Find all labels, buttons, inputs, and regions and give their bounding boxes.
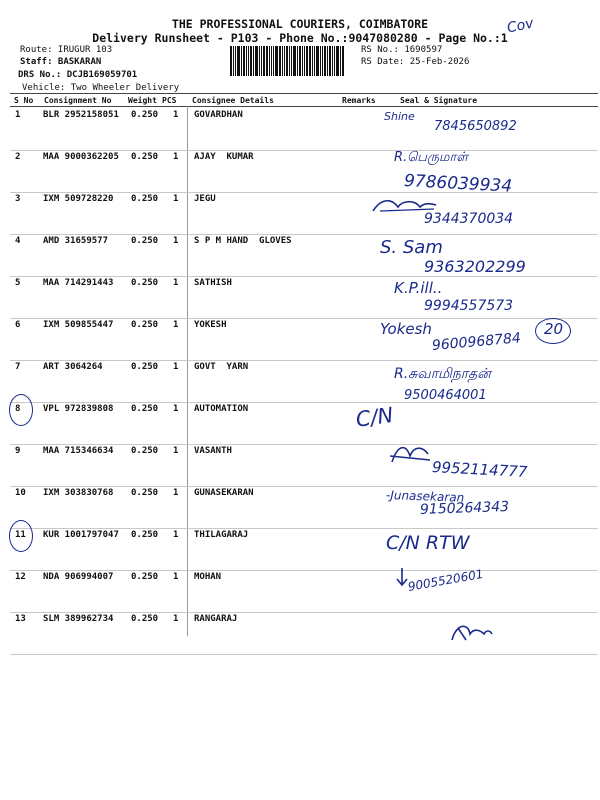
corner-handwritten-mark: Cov	[505, 15, 536, 37]
row-consignee: SATHISH	[194, 278, 232, 288]
row-weight: 0.250	[131, 110, 159, 120]
handwritten-phone-12: 9005520601	[406, 566, 485, 594]
row-consignee: GUNASEKARAN	[194, 488, 254, 498]
row-divider	[10, 234, 598, 235]
handwritten-signature-5: K.P.ill..	[394, 279, 443, 297]
handwritten-signature-1: Shine	[384, 110, 415, 123]
header-top-rule	[10, 93, 598, 94]
row-pcs: 1	[173, 404, 179, 414]
circled-count-text: 20	[544, 320, 564, 338]
row-sno: 8	[15, 404, 21, 414]
row-weight: 0.250	[131, 278, 159, 288]
row-pcs: 1	[173, 236, 179, 246]
staff-text: Staff: BASKARAN	[20, 57, 102, 67]
row-pcs: 1	[173, 446, 179, 456]
circled-serial-mark	[9, 520, 33, 552]
runsheet-subtitle: Delivery Runsheet - P103 - Phone No.:9047080280 - Page No.:1	[92, 31, 508, 45]
circled-serial-mark	[9, 394, 33, 426]
row-pcs: 1	[173, 194, 179, 204]
col-header-pcs: PCS	[162, 96, 177, 105]
row-pcs: 1	[173, 110, 179, 120]
table-row	[10, 530, 598, 572]
handwritten-phone-6: 9600968784	[431, 330, 522, 354]
handwritten-signature-2: R.பெருமாள்	[394, 150, 468, 165]
row-consignee: AJAY KUMAR	[194, 152, 254, 162]
row-pcs: 1	[173, 530, 179, 540]
handwritten-phone-10: 9150264343	[419, 498, 510, 518]
row-sno: 11	[15, 530, 26, 540]
row-consignee: GOVT YARN	[194, 362, 249, 372]
row-divider	[10, 402, 598, 403]
barcode	[230, 46, 356, 76]
row-pcs: 1	[173, 152, 179, 162]
row-weight: 0.250	[131, 194, 159, 204]
row-consignment-no: IXM 509728220	[43, 194, 114, 204]
vehicle-text: Vehicle: Two Wheeler Delivery	[22, 83, 180, 93]
table-row	[10, 362, 598, 404]
row-consignment-no: NDA 906994007	[43, 572, 114, 582]
row-sno: 12	[15, 572, 26, 582]
row-pcs: 1	[173, 614, 179, 624]
col-header-consignee: Consignee Details	[192, 96, 274, 105]
header-bottom-rule	[10, 106, 598, 107]
row-consignment-no: AMD 31659577	[43, 236, 109, 246]
row-sno: 10	[15, 488, 26, 498]
rs-number: RS No.: 1690597	[361, 45, 443, 55]
row-pcs: 1	[173, 488, 179, 498]
row-sno: 3	[15, 194, 21, 204]
row-weight: 0.250	[131, 152, 159, 162]
row-consignee: JEGU	[194, 194, 216, 204]
row-pcs: 1	[173, 362, 179, 372]
row-weight: 0.250	[131, 362, 159, 372]
row-consignee: MOHAN	[194, 572, 222, 582]
row-sno: 6	[15, 320, 21, 330]
handwritten-phone-4: 9363202299	[424, 257, 526, 276]
handwritten-phone-1: 7845650892	[434, 119, 517, 134]
row-weight: 0.250	[131, 530, 159, 540]
row-sno: 7	[15, 362, 21, 372]
row-consignment-no: MAA 715346634	[43, 446, 114, 456]
row-pcs: 1	[173, 278, 179, 288]
row-sno: 9	[15, 446, 21, 456]
row-weight: 0.250	[131, 446, 159, 456]
row-consignment-no: ART 3064264	[43, 362, 103, 372]
col-header-sno: S No	[14, 96, 34, 105]
row-consignment-no: IXM 509855447	[43, 320, 114, 330]
row-weight: 0.250	[131, 236, 159, 246]
row-consignment-no: MAA 714291443	[43, 278, 114, 288]
handwritten-phone-7: 9500464001	[404, 388, 487, 403]
row-divider	[10, 654, 598, 655]
row-sno: 13	[15, 614, 26, 624]
handwritten-note-8: C/N	[354, 402, 395, 432]
row-consignee: AUTOMATION	[194, 404, 249, 414]
table-row	[10, 614, 598, 656]
row-sno: 2	[15, 152, 21, 162]
row-divider	[10, 570, 598, 571]
row-consignee: YOKESH	[194, 320, 227, 330]
handwritten-phone-3: 9344370034	[424, 211, 514, 227]
row-consignee: THILAGARAJ	[194, 530, 249, 540]
row-weight: 0.250	[131, 404, 159, 414]
row-divider	[10, 276, 598, 277]
handwritten-phone-2: 9786039934	[403, 171, 513, 197]
handwritten-signature-7: R.சுவாமிநாதன்	[394, 366, 491, 382]
handwritten-note-11: C/N RTW	[386, 532, 470, 554]
row-consignment-no: BLR 2952158051	[43, 110, 119, 120]
row-pcs: 1	[173, 320, 179, 330]
handwritten-signature-6: Yokesh	[380, 320, 432, 338]
row-consignment-no: KUR 1001797047	[43, 530, 119, 540]
route-text: Route: IRUGUR 103	[20, 45, 113, 55]
row-consignee: VASANTH	[194, 446, 232, 456]
rs-date: RS Date: 25-Feb-2026	[361, 57, 470, 67]
handwritten-phone-9: 9952114777	[431, 458, 528, 481]
row-divider	[10, 528, 598, 529]
row-consignee: RANGARAJ	[194, 614, 238, 624]
row-sno: 4	[15, 236, 21, 246]
row-divider	[10, 360, 598, 361]
col-header-signature: Seal & Signature	[400, 96, 478, 105]
company-title: THE PROFESSIONAL COURIERS, COIMBATORE	[171, 17, 429, 31]
handwritten-signature-4: S. Sam	[380, 237, 443, 258]
row-pcs: 1	[173, 572, 179, 582]
table-row	[10, 572, 598, 614]
table-row	[10, 488, 598, 530]
row-consignment-no: IXM 303830768	[43, 488, 114, 498]
row-sno: 5	[15, 278, 21, 288]
row-weight: 0.250	[131, 320, 159, 330]
row-divider	[10, 444, 598, 445]
row-consignee: GOVARDHAN	[194, 110, 243, 120]
row-divider	[10, 612, 598, 613]
col-header-weight: Weight	[128, 96, 157, 105]
handwritten-phone-5: 9994557573	[424, 298, 514, 314]
col-header-consignment: Consignment No	[44, 96, 112, 105]
row-divider	[10, 318, 598, 319]
drs-text: DRS No.: DCJB169059701	[18, 70, 138, 80]
row-weight: 0.250	[131, 614, 159, 624]
row-divider	[10, 150, 598, 151]
handwritten-signature-9	[388, 442, 432, 468]
col-header-remarks: Remarks	[342, 96, 376, 105]
row-divider	[10, 486, 598, 487]
handwritten-signature-13	[448, 620, 494, 644]
table-row	[10, 404, 598, 446]
row-consignee: S P M HAND GLOVES	[194, 236, 292, 246]
row-sno: 1	[15, 110, 21, 120]
row-consignment-no: MAA 9000362205	[43, 152, 119, 162]
row-weight: 0.250	[131, 572, 159, 582]
row-weight: 0.250	[131, 488, 159, 498]
row-consignment-no: SLM 389962734	[43, 614, 114, 624]
row-consignment-no: VPL 972839808	[43, 404, 114, 414]
handwritten-signature-10: -Junasekaran	[385, 488, 465, 505]
